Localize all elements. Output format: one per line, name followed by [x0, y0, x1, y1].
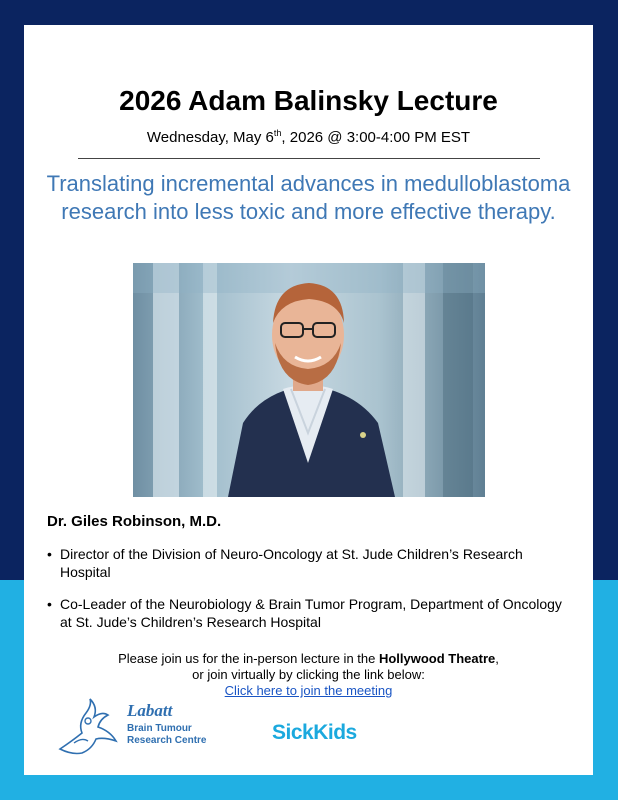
speaker-photo	[133, 263, 485, 497]
poster-card	[24, 25, 593, 775]
speaker-photo-illustration	[133, 263, 485, 497]
join-line-1-pre: Please join us for the in-person lecture in the	[118, 651, 379, 666]
event-date	[24, 128, 593, 146]
date-suffix: th	[273, 128, 282, 138]
date-rest: , 2026 @ 3:00-4:00 PM EST	[281, 129, 471, 146]
join-line-1-post: ,	[495, 651, 499, 666]
sickkids-logo: SickKids	[272, 721, 357, 744]
role-item: • Co-Leader of the Neurobiology & Brain Tumor Program, Department of Oncology at St. Jude’s Children’s Research Hospital	[47, 595, 572, 631]
labatt-logo	[52, 697, 252, 757]
join-info	[24, 651, 593, 699]
role-item: • Director of the Division of Neuro-Oncology at St. Jude Children’s Research Hospital	[47, 545, 572, 581]
speaker-name: Dr. Giles Robinson, M.D.	[47, 513, 222, 530]
join-meeting-link[interactable]: Click here to join the meeting	[224, 683, 393, 698]
lecture-subtitle: Translating incremental advances in medulloblastoma research into less toxic and more effective therapy.	[46, 171, 571, 224]
divider	[78, 158, 540, 159]
speaker-roles	[47, 545, 572, 645]
labatt-subtitle	[127, 723, 206, 747]
labatt-sub-line-2: Research Centre	[127, 735, 207, 746]
angel-icon	[52, 697, 124, 757]
labatt-name: Labatt	[127, 701, 173, 720]
join-line-1	[24, 651, 593, 667]
event-title: 2026 Adam Balinsky Lecture	[119, 85, 498, 116]
labatt-sub-line-1: Brain Tumour	[127, 723, 192, 734]
venue-name: Hollywood Theatre	[378, 651, 496, 666]
join-line-2: or join virtually by clicking the link below:	[192, 667, 425, 682]
date-prefix: Wednesday, May 6	[146, 129, 274, 146]
